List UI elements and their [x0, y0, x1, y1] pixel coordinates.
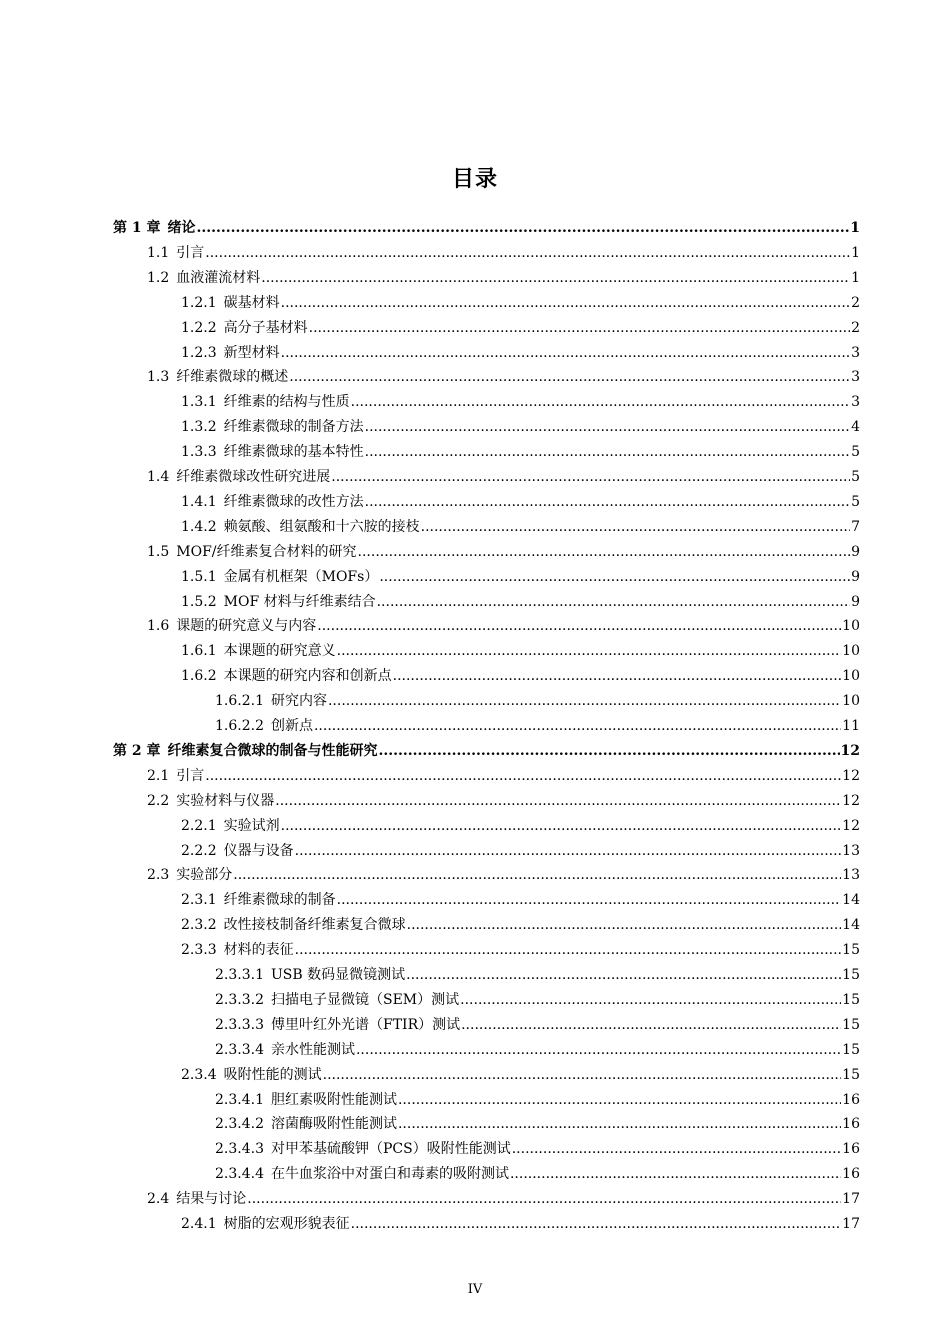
toc-entry[interactable]	[147, 863, 860, 888]
toc-entry-page: 16	[842, 1141, 860, 1158]
toc-entry-heading	[147, 863, 232, 888]
toc-entry-heading	[181, 390, 350, 415]
toc-entry-page: 5	[851, 444, 860, 461]
toc-entry[interactable]	[181, 639, 860, 664]
toc-entry-page: 15	[842, 1066, 860, 1083]
toc-entry[interactable]	[181, 1212, 860, 1237]
toc-entry-page: 12	[842, 767, 860, 784]
toc-entry-page: 7	[851, 518, 860, 535]
toc-entry-heading	[147, 540, 357, 565]
toc-entry-number: 1.2.2	[181, 319, 217, 336]
toc-entry-heading	[181, 415, 364, 440]
toc-entry-title: 纤维素微球的基本特性	[223, 444, 364, 461]
toc-entry-heading	[181, 1212, 350, 1237]
toc-leader-dots	[421, 515, 850, 540]
toc-entry[interactable]	[215, 714, 860, 739]
toc-entry-title: 改性接枝制备纤维素复合微球	[223, 917, 406, 934]
toc-entry-title: 傅里叶红外光谱（FTIR）测试	[270, 1016, 461, 1033]
toc-entry-number: 1.3	[147, 369, 170, 386]
toc-entry[interactable]	[215, 1162, 860, 1187]
toc-leader-dots	[356, 1038, 841, 1063]
toc-entry-title: 实验部分	[176, 867, 233, 884]
toc-leader-dots	[233, 863, 841, 888]
toc-leader-dots	[275, 789, 841, 814]
toc-entry-heading	[147, 614, 316, 639]
toc-entry-page: 5	[851, 493, 860, 510]
toc-title: 目录	[451, 167, 498, 192]
toc-entry[interactable]	[181, 316, 860, 341]
toc-entry-number: 1.2.1	[181, 294, 217, 311]
toc-entry[interactable]	[147, 764, 860, 789]
toc-entry-heading	[147, 764, 204, 789]
toc-leader-dots	[365, 490, 850, 515]
toc-entry-number: 2.3.3.1	[215, 967, 264, 983]
toc-leader-dots	[393, 664, 842, 689]
toc-entry-page: 3	[851, 394, 860, 411]
toc-leader-dots	[295, 938, 842, 963]
toc-entry-number: 2.3.1	[181, 892, 217, 909]
toc-entry-title: 纤维素微球改性研究进展	[176, 469, 331, 485]
toc-entry[interactable]	[181, 814, 860, 839]
toc-entry[interactable]	[181, 913, 860, 938]
toc-entry[interactable]	[181, 515, 860, 540]
toc-entry-title: 高分子基材料	[223, 319, 308, 336]
toc-entry-number: 1.3.1	[181, 394, 217, 411]
toc-entry-title: 材料的表征	[223, 942, 294, 959]
toc-leader-dots	[247, 1187, 841, 1212]
toc-entry-title: 引言	[176, 767, 205, 784]
toc-leader-dots	[337, 888, 842, 913]
toc-leader-dots	[261, 266, 850, 291]
toc-entry[interactable]	[147, 266, 860, 291]
toc-entry[interactable]	[147, 365, 860, 390]
toc-entry-number: 1.3.3	[181, 444, 217, 461]
toc-entry-title: 碳基材料	[223, 294, 280, 311]
toc-entry-page: 4	[851, 419, 860, 436]
toc-entry-title: 亲水性能测试	[270, 1041, 355, 1058]
toc-entry-page: 2	[851, 294, 860, 311]
toc-entry-title: 胆红素吸附性能测试	[270, 1091, 397, 1108]
toc-entry-heading	[215, 988, 459, 1013]
toc-entry-page: 14	[842, 917, 860, 934]
toc-entry-number: 1.2.3	[181, 344, 217, 361]
toc-entry-page: 10	[842, 668, 860, 685]
toc-entry[interactable]	[113, 739, 860, 764]
toc-entry-number: 1.5.2	[181, 593, 217, 610]
toc-entry-number: 2.2.1	[181, 817, 217, 834]
toc-entry-number: 2.1	[147, 767, 170, 784]
toc-entry-heading	[147, 1187, 246, 1212]
toc-entry[interactable]	[181, 839, 860, 864]
toc-entry-title: 金属有机框架（MOFs）	[223, 568, 379, 585]
toc-entry[interactable]	[181, 390, 860, 415]
toc-entry-heading	[113, 216, 196, 241]
toc-leader-dots	[460, 988, 841, 1013]
toc-leader-dots	[205, 764, 841, 789]
toc-entry-title: 在牛血浆浴中对蛋白和毒素的吸附测试	[270, 1166, 509, 1183]
toc-entry-number: 1.6.2.1	[215, 693, 264, 710]
toc-entry-number: 2.4	[147, 1191, 170, 1208]
toc-entry-title: 绪论	[167, 220, 196, 236]
toc-entry-heading	[113, 739, 378, 764]
toc-entry-number: 2.2	[147, 792, 170, 809]
toc-entry-title: 新型材料	[223, 344, 280, 361]
toc-entry-title: 纤维素微球的制备方法	[223, 419, 364, 436]
toc-entry-page: 15	[842, 991, 860, 1008]
toc-leader-dots	[379, 565, 850, 590]
toc-entry-page: 15	[842, 1016, 860, 1033]
toc-entry-heading	[181, 515, 420, 540]
toc-entry-title: 研究内容	[270, 693, 327, 710]
toc-entry-number: 1.2	[147, 269, 170, 286]
toc-entry-title: 赖氨酸、组氨酸和十六胺的接枝	[223, 518, 420, 535]
toc-entry-number: 2.3.4.3	[215, 1141, 264, 1158]
toc-leader-dots	[377, 590, 850, 615]
toc-entry-page: 12	[842, 817, 860, 834]
toc-entry-heading	[181, 913, 406, 938]
toc-leader-dots	[281, 814, 842, 839]
toc-entry-page: 15	[842, 1041, 860, 1058]
toc-entry[interactable]	[215, 1137, 860, 1162]
toc-entry[interactable]	[215, 988, 860, 1013]
toc-entry-title: 结果与讨论	[176, 1191, 247, 1208]
toc-entry-page: 10	[842, 693, 860, 710]
toc-entry-title: 本课题的研究内容和创新点	[223, 668, 392, 685]
page-number-footer: IV	[467, 1282, 483, 1297]
toc-entry-title: 引言	[176, 244, 205, 261]
toc-entry-heading	[181, 341, 280, 366]
toc-leader-dots	[331, 465, 850, 490]
toc-entry-number: 1.5.1	[181, 568, 217, 585]
toc-entry-number: 1.3.2	[181, 419, 217, 436]
toc-entry[interactable]	[181, 664, 860, 689]
toc-leader-dots	[407, 913, 842, 938]
toc-entry[interactable]	[181, 1063, 860, 1088]
toc-entry[interactable]	[215, 1013, 860, 1038]
toc-leader-dots	[281, 341, 850, 366]
toc-leader-dots	[205, 241, 850, 266]
toc-leader-dots	[295, 839, 842, 864]
toc-leader-dots	[510, 1162, 841, 1187]
toc-leader-dots	[197, 216, 850, 241]
toc-leader-dots	[398, 1088, 841, 1113]
toc-entry[interactable]	[147, 540, 860, 565]
toc-leader-dots	[358, 540, 851, 565]
toc-entry-title: 实验试剂	[223, 817, 280, 834]
toc-entry-page: 9	[851, 593, 860, 610]
toc-entry[interactable]	[215, 1038, 860, 1063]
toc-entry[interactable]	[215, 1088, 860, 1113]
toc-entry-title: 对甲苯基硫酸钾（PCS）吸附性能测试	[270, 1141, 511, 1158]
toc-leader-dots	[317, 614, 841, 639]
toc-entry-title: 本课题的研究意义	[223, 643, 336, 660]
toc-entry-heading	[147, 266, 260, 291]
toc-entry-title: MOF/纤维素复合材料的研究	[176, 543, 357, 560]
toc-entry-heading	[215, 1137, 511, 1162]
toc-entry-number: 第 2 章	[113, 742, 161, 759]
toc-entry-page: 2	[851, 319, 860, 336]
toc-entry-number: 2.3.3.3	[215, 1016, 264, 1033]
toc-entry-number: 1.1	[147, 244, 170, 261]
toc-entry-title: 溶菌酶吸附性能测试	[270, 1116, 397, 1133]
toc-entry-title: 纤维素微球的概述	[176, 369, 289, 386]
toc-entry-page: 13	[842, 867, 860, 884]
toc-entry-heading	[215, 689, 327, 714]
toc-leader-dots	[406, 963, 841, 988]
toc-entry-number: 2.3.3.2	[215, 991, 264, 1008]
toc-entry-title: 实验材料与仪器	[176, 792, 275, 809]
toc-entry[interactable]	[181, 415, 860, 440]
toc-entry-number: 1.4	[147, 469, 170, 485]
toc-entry[interactable]	[181, 565, 860, 590]
toc-entry-heading	[181, 664, 392, 689]
toc-entry-page: 11	[842, 718, 860, 734]
toc-entry-title: 课题的研究意义与内容	[176, 618, 317, 635]
toc-entry-heading	[181, 440, 364, 465]
toc-entry-page: 16	[842, 1116, 860, 1133]
toc-entry-title: 扫描电子显微镜（SEM）测试	[270, 991, 460, 1008]
toc-entry-page: 15	[842, 967, 860, 983]
toc-entry[interactable]	[215, 1112, 860, 1137]
toc-entry-number: 2.3.4.4	[215, 1166, 264, 1183]
toc-entry[interactable]	[181, 888, 860, 913]
toc-entry-heading	[215, 1112, 397, 1137]
toc-entry[interactable]	[113, 216, 860, 241]
toc-entry-heading	[215, 1088, 397, 1113]
toc-entry-heading	[181, 291, 280, 316]
toc-entry-heading	[181, 938, 294, 963]
toc-entry[interactable]	[181, 341, 860, 366]
toc-leader-dots	[323, 1063, 842, 1088]
toc-entry-title: 创新点	[270, 718, 313, 734]
toc-entry[interactable]	[147, 789, 860, 814]
toc-entry[interactable]	[147, 1187, 860, 1212]
toc-entry-heading	[215, 714, 313, 739]
toc-entry-heading	[181, 490, 364, 515]
toc-entry-page: 10	[842, 643, 860, 660]
toc-entry-number: 1.4.1	[181, 493, 217, 510]
toc-entry-number: 1.6.2	[181, 668, 217, 685]
toc-entry-number: 2.3.3	[181, 942, 217, 959]
toc-entry-heading	[181, 1063, 322, 1088]
toc-entry[interactable]	[181, 590, 860, 615]
toc-entry[interactable]	[147, 241, 860, 266]
toc-entry-number: 2.3.4.1	[215, 1091, 264, 1108]
toc-entry-number: 1.6	[147, 618, 170, 635]
toc-leader-dots	[379, 739, 840, 764]
toc-entry-page: 9	[851, 568, 860, 585]
toc-entry-page: 13	[842, 842, 860, 859]
toc-entry-page: 17	[842, 1191, 860, 1208]
toc-leader-dots	[365, 415, 850, 440]
toc-entry-title: MOF 材料与纤维素结合	[223, 593, 376, 610]
toc-entry[interactable]	[181, 291, 860, 316]
toc-entry[interactable]	[181, 490, 860, 515]
toc-entry-heading	[181, 888, 336, 913]
toc-leader-dots	[351, 1212, 842, 1237]
toc-entry-title: 纤维素微球的改性方法	[223, 493, 364, 510]
toc-leader-dots	[281, 291, 850, 316]
toc-entry-title: USB 数码显微镜测试	[270, 967, 406, 983]
toc-entry[interactable]	[215, 963, 860, 988]
toc-entry-page: 1	[850, 220, 860, 236]
toc-entry-title: 血液灌流材料	[176, 269, 261, 286]
toc-leader-dots	[461, 1013, 841, 1038]
toc-entry-heading	[181, 814, 280, 839]
toc-entry-number: 1.6.1	[181, 643, 217, 660]
toc-entry-number: 1.5	[147, 543, 170, 560]
toc-entry-number: 2.3.4	[181, 1066, 217, 1083]
toc-entry-number: 2.3.4.2	[215, 1116, 264, 1133]
toc-entry-heading	[181, 839, 294, 864]
toc-entry-page: 3	[851, 344, 860, 361]
toc-leader-dots	[398, 1112, 841, 1137]
toc-entry-title: 纤维素复合微球的制备与性能研究	[167, 742, 378, 759]
toc-leader-dots	[365, 440, 850, 465]
toc-entry-heading	[181, 590, 376, 615]
toc-entry-page: 1	[851, 244, 860, 261]
toc-entry-number: 2.3.2	[181, 917, 217, 934]
toc-entry-page: 17	[842, 1216, 860, 1232]
toc-entry-heading	[181, 565, 378, 590]
toc-entry[interactable]	[181, 440, 860, 465]
toc-entry-page: 1	[851, 269, 860, 286]
toc-entry[interactable]	[181, 938, 860, 963]
toc-entry-page: 9	[851, 543, 860, 560]
toc-entry-number: 1.6.2.2	[215, 718, 264, 734]
toc-entry-heading	[147, 465, 330, 490]
toc-entry-number: 2.3.3.4	[215, 1041, 264, 1058]
toc-entry-heading	[215, 1038, 355, 1063]
toc-entry-heading	[181, 639, 336, 664]
toc-entry-title: 吸附性能的测试	[223, 1066, 322, 1083]
toc-entry-heading	[147, 241, 204, 266]
toc-entry-number: 1.4.2	[181, 518, 217, 535]
toc-entry-page: 5	[851, 469, 860, 485]
toc-entry-page: 10	[842, 618, 860, 635]
toc-entry-title: 纤维素微球的制备	[223, 892, 336, 909]
toc-entry-page: 12	[842, 792, 860, 809]
toc-entry-page: 15	[842, 942, 860, 959]
toc-entry-heading	[215, 1013, 460, 1038]
toc-entry-number: 第 1 章	[113, 220, 161, 236]
toc-entry-page: 14	[842, 892, 860, 909]
toc-entry[interactable]	[147, 614, 860, 639]
toc-entry-page: 12	[840, 742, 860, 759]
toc-leader-dots	[314, 714, 841, 739]
toc-entry-page: 16	[842, 1166, 860, 1183]
toc-leader-dots	[309, 316, 850, 341]
toc-entry-number: 2.4.1	[181, 1216, 217, 1232]
toc-entry-heading	[147, 789, 274, 814]
toc-leader-dots	[337, 639, 842, 664]
toc-entry-title: 纤维素的结构与性质	[223, 394, 350, 411]
toc-leader-dots	[351, 390, 850, 415]
toc-entry-title: 树脂的宏观形貌表征	[223, 1216, 350, 1232]
toc-entry-number: 2.3	[147, 867, 170, 884]
toc-entry-heading	[215, 1162, 509, 1187]
toc-entry[interactable]	[147, 465, 860, 490]
toc-entry-heading	[215, 963, 405, 988]
toc-leader-dots	[512, 1137, 841, 1162]
toc-entry-page: 3	[851, 369, 860, 386]
toc-entry[interactable]	[215, 689, 860, 714]
toc-entry-heading	[147, 365, 288, 390]
toc-entry-heading	[181, 316, 308, 341]
toc-entry-page: 16	[842, 1091, 860, 1108]
toc-leader-dots	[289, 365, 850, 390]
toc-entry-title: 仪器与设备	[223, 842, 294, 859]
toc-leader-dots	[328, 689, 841, 714]
toc-entry-number: 2.2.2	[181, 842, 217, 859]
